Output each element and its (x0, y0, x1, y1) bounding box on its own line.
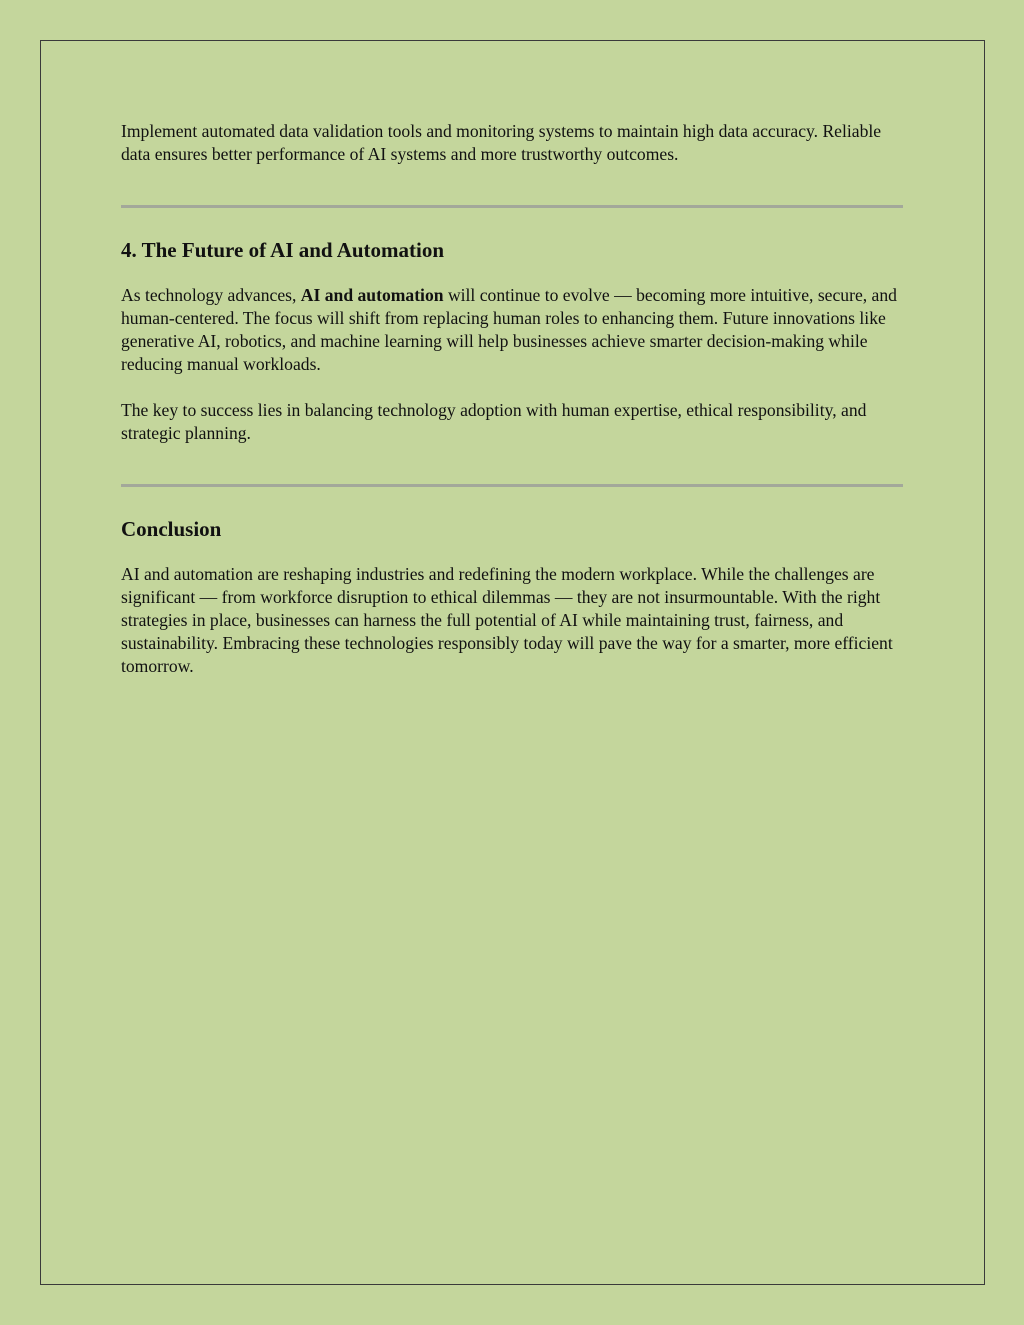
section-heading: 4. The Future of AI and Automation (121, 238, 445, 262)
page-content (121, 120, 903, 678)
text: As technology advances, (121, 285, 301, 305)
section-paragraph (121, 284, 903, 376)
bold-text: AI and automation (300, 285, 444, 305)
intro-paragraph: Implement automated data validation tools and monitoring systems to maintain high data accuracy. Reliable data ensures better performance of AI systems and more trustworthy outcomes. (121, 121, 882, 164)
section-paragraph: The key to success lies in balancing technology adoption with human expertise, ethical responsibility, and strategic planning. (121, 400, 867, 443)
conclusion-paragraph: AI and automation are reshaping industries and redefining the modern workplace. While the challenges are significant — from workforce disruption to ethical dilemmas — they are not insurmountable. With the right strategies in place, businesses can harness the full potential of AI while maintaining trust, fairness, and sustainability. Embracing these technologies responsibly today will pave the way for a smarter, more efficient tomorrow. (121, 564, 893, 676)
divider (121, 484, 903, 487)
conclusion-heading: Conclusion (121, 517, 222, 541)
text: will continue to evolve — becoming more intuitive, secure, and human-centered. The focus will shift from replacing human roles to enhancing them. Future innovations like generative AI, robotics, and machine learning will help businesses achieve smarter decision-making while reducing manual workloads. (121, 285, 897, 374)
divider (121, 205, 903, 208)
